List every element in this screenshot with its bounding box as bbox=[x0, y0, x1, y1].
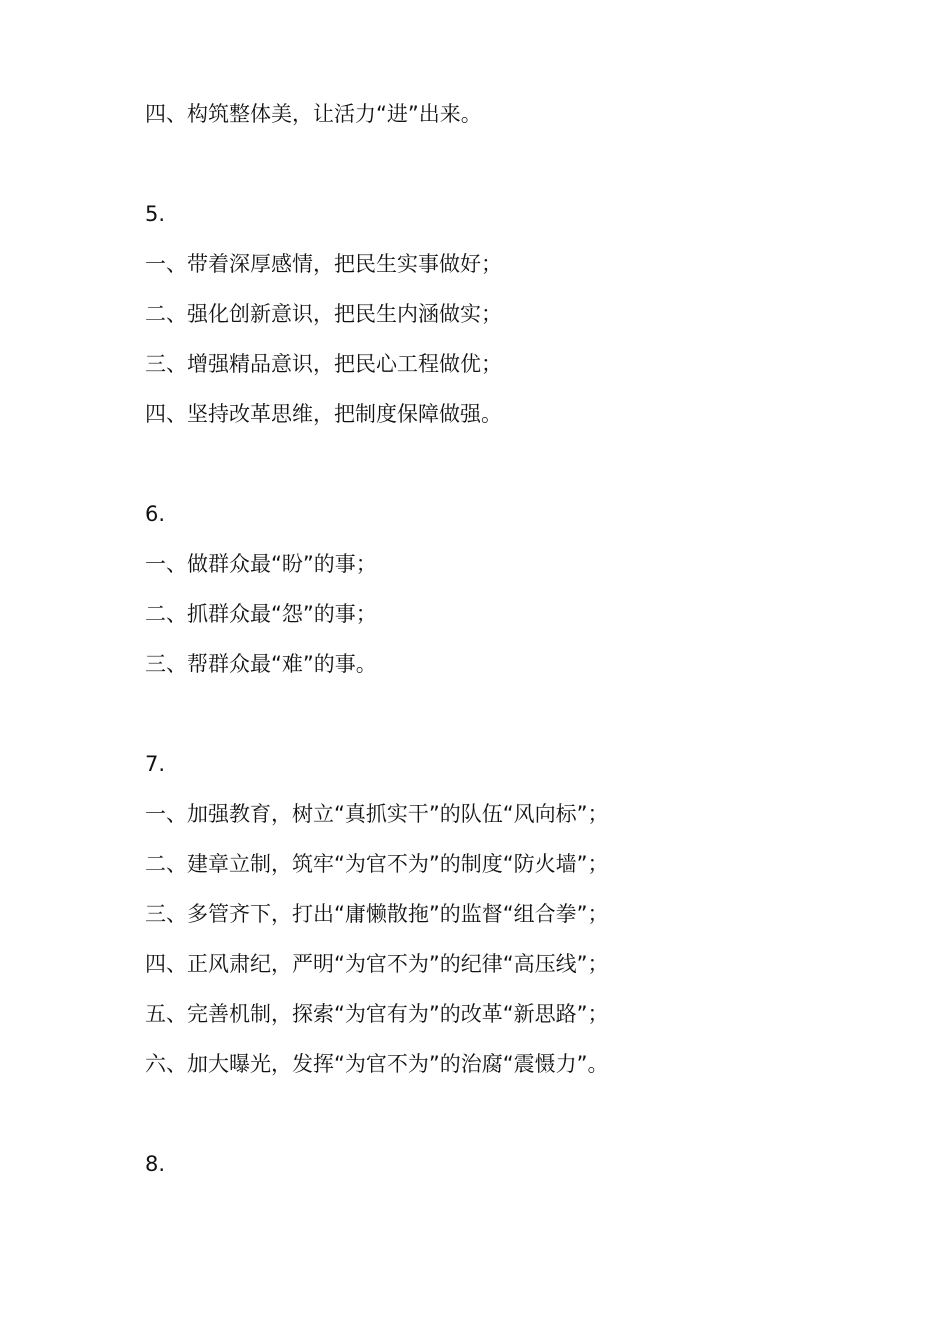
text-line: 二、建章立制，筑牢“为官不为”的制度“防火墙”； bbox=[145, 852, 609, 876]
text-line: 一、带着深厚感情，把民生实事做好； bbox=[145, 252, 502, 276]
blank-line bbox=[145, 1097, 905, 1147]
section-number: 7. bbox=[145, 752, 166, 776]
text-line: 三、多管齐下，打出“庸懒散拖”的监督“组合拳”； bbox=[145, 902, 609, 926]
blank-line bbox=[145, 447, 905, 497]
blank-line bbox=[145, 147, 905, 197]
text-line: 一、做群众最“盼”的事； bbox=[145, 552, 377, 576]
text-line: 二、抓群众最“怨”的事； bbox=[145, 602, 377, 626]
text-line: 三、增强精品意识，把民心工程做优； bbox=[145, 352, 502, 376]
section-number: 8. bbox=[145, 1152, 166, 1176]
text-line: 四、坚持改革思维，把制度保障做强。 bbox=[145, 402, 502, 426]
text-line: 四、正风肃纪，严明“为官不为”的纪律“高压线”； bbox=[145, 952, 609, 976]
text-line: 三、帮群众最“难”的事。 bbox=[145, 652, 377, 676]
text-line: 四、构筑整体美，让活力“进”出来。 bbox=[145, 102, 482, 126]
text-line: 五、完善机制，探索“为官有为”的改革“新思路”； bbox=[145, 1002, 609, 1026]
text-line: 二、强化创新意识，把民生内涵做实； bbox=[145, 302, 502, 326]
document-page bbox=[145, 97, 905, 1197]
blank-line bbox=[145, 697, 905, 747]
text-line: 一、加强教育，树立“真抓实干”的队伍“风向标”； bbox=[145, 802, 609, 826]
section-number: 6. bbox=[145, 502, 166, 526]
text-line: 六、加大曝光，发挥“为官不为”的治腐“震慑力”。 bbox=[145, 1052, 609, 1076]
section-number: 5. bbox=[145, 202, 166, 226]
